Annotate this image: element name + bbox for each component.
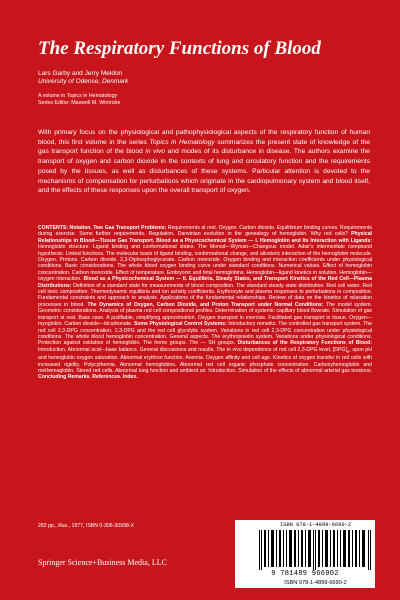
contents-text-2: Hemoglobin structure. Ligand binding and conformational states. The Monod—Wyman—Changeux model. Adair's intermediate compound hypothesis. Linked functions. The molecular basis of ligand binding, conformational change, and allosteric interaction of the hemoglobin molecule. Oxygen. Protons. Carbon dioxide. 2,3-Diphosphoglycerate. Carbon monoxide. Oxygen binding and interaction coefficients under physiological conditions. Basic considerations. The whole blood oxygen binding curve under standard conditions. Numerical values. Effect of hemoglobin concentration. Carbon monoxide. Effect of temperature. Embryonic and fetal hemoglobins. Hemoglobin—ligand kinetics in solution. Hemoglobin—oxygen interaction. bbox=[38, 244, 372, 283]
contents-subscript: e bbox=[346, 348, 350, 354]
contents-text-5: Introductory remarks. The controlled gas transport system. The red cell 2,3-DPG concentration. 2,3-DPG and the red cell glycolytic system. Variations in red cell 2,3-DPG concentration under physiological conditions. The whole blood hemoglobin concentration. General aspects. The erythropoietin system. Variations under physiological conditions. Protection against oxidation of hemoglobin. The heme groups. The — SH groups. bbox=[38, 321, 372, 347]
contents-section-4: The Dynamics of Oxygen, Carbon Dioxide, and Proton Transport under Normal Conditions: bbox=[87, 301, 324, 308]
series-editor-line: Series Editor: Maxwell M. Wintrobe bbox=[38, 100, 121, 107]
university-line: University of Odense, Denmark bbox=[38, 78, 129, 85]
intro-text-1: With primary focus on the physiological and pathophysiological aspects of the respiratory function of human blood, this first volume in the series bbox=[38, 129, 370, 146]
publication-info: 282 pp., illus., 1977, ISBN 0-306-30998-X bbox=[38, 523, 135, 529]
contents-section-2: Physical Relationships in Blood—Tissue Gas Transport. Blood as a Physicochemical System — I. Hemoglobin and Its Interaction with Ligands: bbox=[38, 231, 372, 244]
intro-series-name: Topics in Hematology bbox=[149, 138, 215, 146]
contents-label: CONTENTS: bbox=[38, 225, 68, 231]
series-line: A volume in Topics in Hematology bbox=[38, 93, 118, 99]
barcode-icon bbox=[258, 530, 373, 570]
contents-in-vivo: in vivo bbox=[226, 346, 242, 353]
contents-text-1: Requirements at rest. Oxygen. Carbon dioxide. Equilibrium binding curves. Requirements during exercise. Some further requirements. Regulation. Darwinian evolution in the genealogy of hemoglobin. Why red cells? bbox=[38, 225, 372, 238]
contents-text-6b: dependence of red cell 2,3-DPG level, [DPG] bbox=[241, 346, 347, 353]
contents-text-6c: , upon pH and hemoglobin oxygen saturation. Abnormal erythron function. Anemia. Oxygen affinity and cell age. Kinetics of oxygen transfer in red cells with increased rigidity. Polycythemia. Abnormal hemoglobins. Abnormal red cell organic phosphate concentration. Carboxyhemoglobin and methemoglobin. Stored red cells. Abnormal lung function and ambient air. Introduction. Simulation of the effects of abnormal arterial gas tensions. bbox=[38, 346, 372, 374]
contents-section-3: Blood as a Physicochemical System — II. Equilibria, Steady States, and Transport Kinetics of the Red Cell—Plasma Distributions: bbox=[38, 276, 372, 289]
contents-paragraph bbox=[38, 225, 372, 381]
contents-text-4: The model system. Geometric considerations. Analysis of plasma red cell compositional profiles. Determination of systemic capillary blood flowrate. Simulation of gas transport at rest. Base case. A justifiable, simplifying approximation. Oxygen transport in exercise. Facilitated gas transport in tissue. Oxygen—myoglobin. Carbon dioxide—bicarbonate. bbox=[38, 301, 372, 328]
intro-text-3: and modes of its disturbance in disease. The authors examine the transport of oxygen and carbon dioxide in the contexts of lung and circulatory function and the requirements posed by the tissues, as well as disturbances of these systems. Particular attention is devoted to the mechanisms of compensation for perturbations which originate in the cardiopulmonary system and blood itself, and the effects of these responses upon the overall transport of oxygen. bbox=[38, 148, 370, 195]
contents-text-6a: Introduction. Abnormal acid—base balance. General discussions and results. The bbox=[38, 346, 227, 353]
author-block bbox=[38, 70, 358, 86]
contents-section-6: Disturbances of the Respiratory Functions of Blood: bbox=[237, 340, 372, 347]
authors-line: Lars Garby and Jerry Meldon bbox=[38, 70, 123, 77]
intro-in-vivo: in vivo bbox=[145, 148, 166, 156]
book-title: The Respiratory Functions of Blood bbox=[38, 38, 321, 59]
intro-paragraph bbox=[38, 128, 370, 196]
intro-text-2: summarizes the present state of knowledge of the gas transport function of the blood bbox=[38, 138, 371, 156]
isbn-top-label: ISBN 978-1-4899-6690-2 bbox=[279, 522, 352, 528]
series-block bbox=[38, 93, 358, 107]
contents-section-1: Notation. Two Gas Transport Problems: bbox=[69, 225, 167, 231]
contents-text-3: Definition of a standard state for measurements of blood composition. The standard steady state distribution. Red cell water. Red cell ionic composition. Thermodynamic equilibria and ion activity coefficients. Erythrocyte and plasma responses to perturbations in composition. Fundamental constraints and approach to analysis. Applications of the fundamental relationships. Review of data on the kinetics of relaxation processes in blood. bbox=[38, 282, 372, 308]
barcode-digits: 9 781489 966902 bbox=[271, 570, 339, 578]
publisher-name: Springer Science+Business Media, LLC bbox=[38, 558, 167, 567]
contents-section-5: Some Physiological Control Systems: bbox=[133, 321, 227, 328]
contents-section-7: Concluding Remarks. References. Index. bbox=[38, 374, 138, 381]
isbn-bottom-label: ISBN 978-1-4899-6690-2 bbox=[284, 580, 347, 586]
